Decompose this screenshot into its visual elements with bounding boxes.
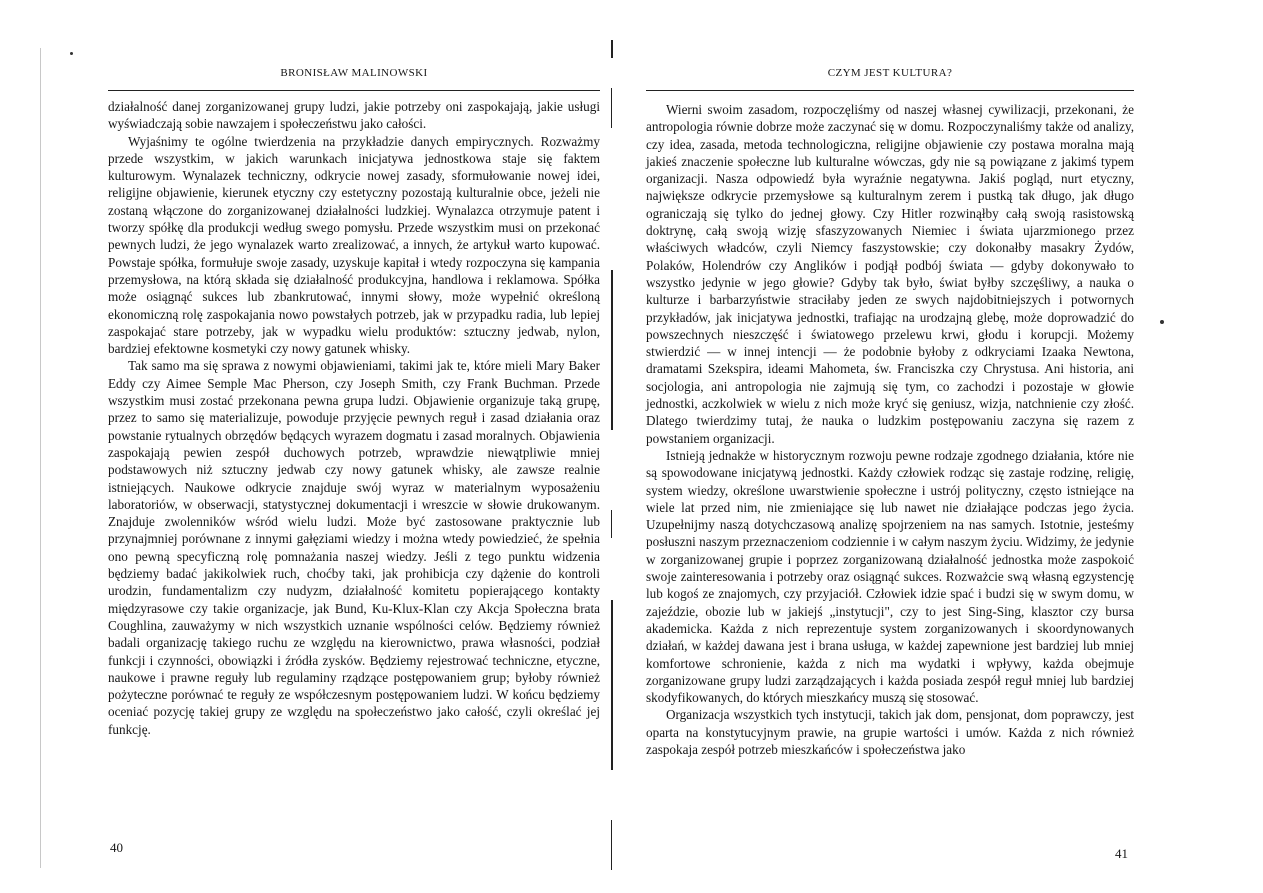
running-header-left: BRONISŁAW MALINOWSKI: [280, 67, 428, 79]
scan-speck: [1160, 320, 1164, 324]
left-page: [108, 0, 600, 893]
page-number-right: 41: [1115, 846, 1128, 861]
scan-speck: [70, 52, 73, 55]
page-number-left: 40: [110, 840, 123, 855]
left-page-body: [108, 98, 600, 738]
paragraph: Organizacja wszystkich tych instytucji, takich jak dom, pensjonat, dom poprawczy, jest oparta na konstytucyjnym prawie, na grupie wartości i umów. Każda z nich również zaspokaja zespół potrzeb mieszkańców i społeczeństwa jako: [646, 707, 1134, 757]
page-edge-shadow: [40, 48, 41, 868]
right-page-body: [646, 101, 1134, 758]
header-rule-right: [646, 90, 1134, 91]
paragraph: Wyjaśnimy te ogólne twierdzenia na przykładzie danych empirycznych. Rozważmy przede wszystkim, w jakich warunkach inicjatywa jednostkowa staje się faktem kulturowym. Wynalazek techniczny, odkrycie nowej zasady, sformułowanie nowej idei, religijne objawienie, kierunek etyczny czy estetyczny pozostają kulturalnie obce, jeżeli nie zostaną włączone do zorganizowanej działalności ludzkiej. Wynalazca otrzymuje patent i tworzy spółkę dla produkcji według swego pomysłu. Przede wszystkim musi on przekonać pewnych ludzi, że jego wynalazek warto zrealizować, a innych, że artykuł warto kupować. Powstaje spółka, formułuje swoje zasady, uzyskuje kapitał i wtedy rozpoczyna się kampania przemysłowa, na którą składa się działalność produkcyjna, handlowa i reklamowa. Spółka może osiągnąć sukces lub zbankrutować, innymi słowy, może wypełnić określoną ekonomiczną rolę zaspokajania nowo powstałych potrzeb, jak w przypadku radia, lub lepiej zaspokajać stare potrzeby, jak w wypadku wielu produktów: sztuczny jedwab, nylon, bardziej efektowne kosmetyki czy nowy gatunek whisky.: [108, 133, 600, 357]
running-header-right: CZYM JEST KULTURA?: [827, 67, 953, 79]
paragraph: Istnieją jednakże w historycznym rozwoju pewne rodzaje zgodnego działania, które nie są spowodowane inicjatywą jednostki. Każdy człowiek rodząc się zastaje rodzinę, religię, system wiedzy, określone uwarstwienie społeczne i ustrój polityczny, często istniejące na wiele lat przed nim, nie zmieniające się lub nawet nie działające podczas jego życia. Uzupełnijmy naszą dotychczasową analizę spojrzeniem na nas samych. Istotnie, jesteśmy posłuszni naszym przeznaczeniom codziennie i w całym naszym życiu. Widzimy, że jedynie w zorganizowanej grupie i poprzez zorganizowaną działalność jednostka może zaspokoić swoje zainteresowania i potrzeby oraz osiągnąć sukces. Rozważcie swą własną egzystencję lub kogoś ze znajomych, czy przyjaciół. Człowiek idzie spać i budzi się w swym domu, w zajeździe, obozie lub w jakiejś „instytucji", czy to jest Sing-Sing, klasztor czy bursa akademicka. Każda z nich reprezentuje system zorganizowanych i skoordynowanych działań, w każdej dawana jest i brana usługa, w każdej zapewnione jest bardziej lub mniej komfortowe schronienie, każda z nich ma wydatki i wpływy, każda obejmuje zorganizowane grupy ludzi zarządzających i każda posiada zespół reguł mniej lub bardziej skodyfikowanych, do których mieszkańcy muszą się stosować.: [646, 447, 1134, 706]
paragraph: Tak samo ma się sprawa z nowymi objawieniami, takimi jak te, które mieli Mary Baker Eddy czy Aimee Semple Mac Pherson, czy Joseph Smith, czy Frank Buchman. Przede wszystkim musi zostać przekonana pewna grupa ludzi. Objawienie organizuje taką grupę, przez to samo się materializuje, powoduje przyjęcie pewnych reguł i zasad działania oraz powstanie rytualnych obrzędów będących wyrazem dogmatu i zasad moralnych. Objawienia zaspokajają pewien zespół duchowych potrzeb, wprawdzie niewątpliwie mniej podstawowych niż sztuczny jedwab czy nowy gatunek whisky, ale zawsze realnie istniejących. Naukowe odkrycie znajduje swój wyraz w materialnym wyposażeniu laboratoriów, w obserwacji, statystycznej dokumentacji i wreszcie w słowie drukowanym. Znajduje zwolenników wśród wielu ludzi. Może być zastosowane praktycznie lub przynajmniej porównane z innymi gałęziami wiedzy i można wtedy powiedzieć, że spełnia ono pewną specyficzną rolę pomnażania naszej wiedzy. Jeśli z tego punktu widzenia będziemy badać jakikolwiek ruch, choćby taki, jak prohibicja czy dążenie do kontroli urodzin, fundamentalizm czy nudyzm, działalność komitetu popierającego kontakty międzyrasowe czy takie organizacje, jak Bund, Ku-Klux-Klan czy Akcja Społeczna brata Coughlina, zauważymy w nich wszystkich uznanie wspólności celów. Będziemy również badali organizację takiego ruchu ze względu na kierownictwo, prawa własności, podział funkcji i czynności, obowiązki i źródła zysków. Będziemy rejestrować techniczne, etyczne, naukowe i prawne reguły lub regulaminy rządzące postępowaniem grup; byłoby również pożyteczne porównać te reguły ze współczesnym postępowaniem ludzi. W końcu będziemy oceniać pozycję takiej grupy ze względu na społeczeństwo jako całość, czyli określać jej funkcję.: [108, 358, 600, 737]
paragraph: Wierni swoim zasadom, rozpoczęliśmy od naszej własnej cywilizacji, przekonani, że antropologia równie dobrze może zaczynać się w domu. Rozpoczynaliśmy także od analizy, czy idea, zasada, metoda technologiczna, religijne objawienie czy postawa moralna mają jakieś znaczenie społeczne lub kulturalne wówczas, gdy nie są powiązane z jakimś typem organizacji. Nasza odpowiedź była wyraźnie negatywna. Jakiś pogląd, nurt etyczny, największe odkrycie przemysłowe są kulturalnym zerem i pustką tak długo, jak długo ograniczają się tylko do jednej głowy. Czy Hitler rozwinąłby całą swoją rasistowską doktrynę, całą swoją wizję sfaszyzowanych Niemiec i świata ujarzmionego przez właściwych władców, czyli Niemcy faszystowskie; czy dokonałby masakry Żydów, Polaków, Holendrów czy Anglików i podjął podbój świata — gdyby dokonywało to wszystko jedynie w jego głowie? Gdyby tak było, świat byłby szczęśliwy, a nauka o kulturze i barbarzyństwie straciłaby jeden ze swych najdobitniejszych i potwornych przykładów, jak inicjatywa jednostki, trafiając na urodzajną glebę, może doprowadzić do powszechnych nieszczęść i światowego przelewu krwi, głodu i korupcji. Możemy stwierdzić — w innej intencji — że podobnie byłoby z odkryciami Izaaka Newtona, dramatami Szekspira, ideami Mahometa, św. Franciszka czy Chrystusa. Ani historia, ani socjologia, ani antropologia nie zajmują się tym, co zachodzi i pozostaje w głowie jednostki, aczkolwiek w wielu z nich może kryć się geniusz, wizja, natchnienie czy złość. Dlatego twierdzimy tutaj, że nauka o ludzkim postępowaniu zaczyna się razem z powstaniem organizacji.: [646, 102, 1134, 446]
book-gutter: [610, 40, 614, 870]
header-rule-left: [108, 90, 600, 91]
paragraph: działalność danej zorganizowanej grupy ludzi, jakie potrzeby oni zaspokajają, jakie usługi wyświadczają sobie nawzajem i społeczeństwu jako całości.: [108, 99, 600, 132]
right-page: [646, 0, 1134, 893]
